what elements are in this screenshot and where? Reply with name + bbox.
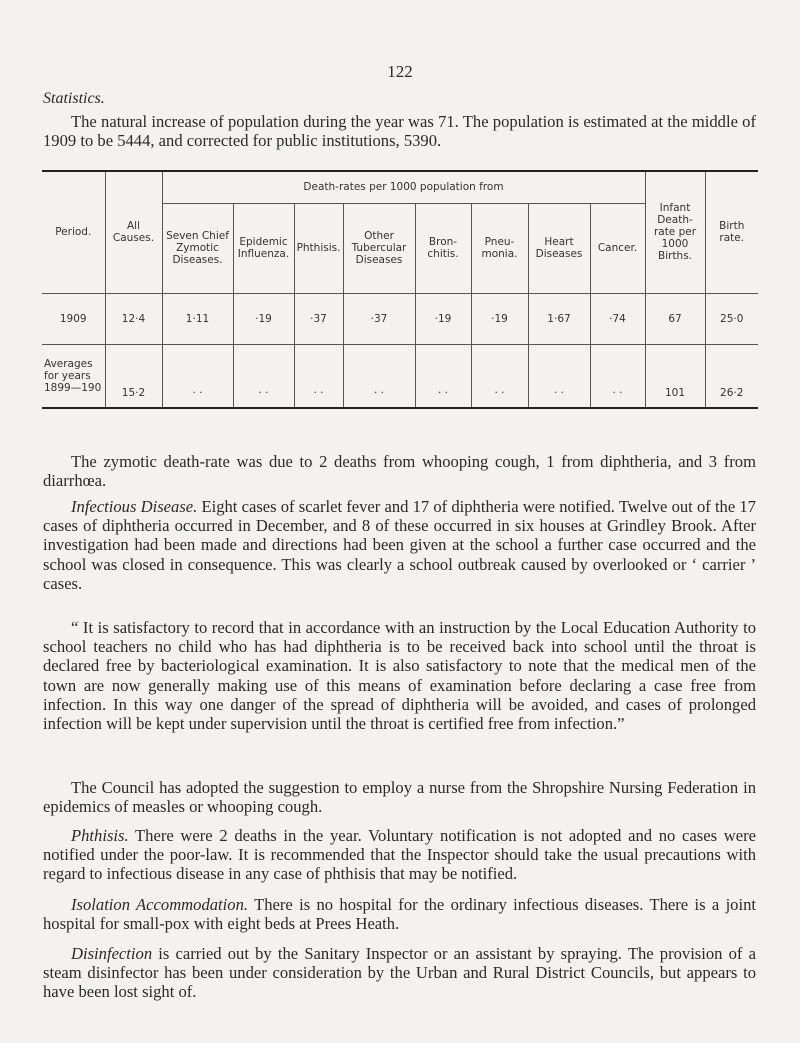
cell-heart: 1·67 bbox=[528, 293, 590, 344]
column-header-zymotic: Seven Chief Zymotic Diseases. bbox=[162, 203, 233, 293]
column-header-cancer: Cancer. bbox=[590, 203, 645, 293]
phthisis-paragraph bbox=[43, 826, 756, 884]
infectious-disease-paragraph bbox=[43, 497, 756, 593]
cell-influenza: · · bbox=[233, 344, 294, 408]
disinfection-body: is carried out by the Sanitary Inspector or an assistant by spraying. The provision of a steam disinfector has been under consideration by the Urban and Rural District Councils, but appears to have been lost sight of. bbox=[43, 944, 756, 1002]
cell-period bbox=[42, 344, 105, 408]
cell-phthisis: · · bbox=[294, 344, 343, 408]
disinfection-paragraph bbox=[43, 944, 756, 1002]
cell-heart: · · bbox=[528, 344, 590, 408]
disinfection-title: Disinfection bbox=[71, 944, 153, 963]
cell-period: 1909 bbox=[42, 293, 105, 344]
period-line: 1899—190 bbox=[44, 381, 102, 394]
council-paragraph: The Council has adopted the suggestion to employ a nurse from the Shropshire Nursing Federation in epidemics of measles or whooping cough. bbox=[43, 778, 756, 817]
infectious-disease-body: Eight cases of scarlet fever and 17 of diphtheria were notified. Twelve out of the 17 cases of diphtheria occurred in December, and 8 of these occurred in six houses at Grindley Brook. After investigation had been made and directions had been given at the school a further case occurred and the school was closed in consequence. This was clearly a school outbreak caused by overlooked or ‘ carrier ’ cases. bbox=[43, 497, 756, 593]
cell-zymotic: · · bbox=[162, 344, 233, 408]
cell-infant: 67 bbox=[645, 293, 705, 344]
column-header-infant-death-rate: Infant Death- rate per 1000 Births. bbox=[645, 171, 705, 293]
column-header-period: Period. bbox=[42, 171, 105, 293]
statistics-table bbox=[42, 170, 758, 409]
column-header-heart: Heart Diseases bbox=[528, 203, 590, 293]
statistics-table-wrapper bbox=[42, 170, 758, 409]
cell-tubercular: ·37 bbox=[343, 293, 415, 344]
column-header-tubercular: Other Tubercular Diseases bbox=[343, 203, 415, 293]
column-header-birth-rate: Birth rate. bbox=[705, 171, 758, 293]
cell-phthisis: ·37 bbox=[294, 293, 343, 344]
cell-birth: 25·0 bbox=[705, 293, 758, 344]
phthisis-body: There were 2 deaths in the year. Voluntary notification is not adopted and no cases were notified under the poor-law. It is recommended that the Inspector should take the usual precautions with regard to infectious disease in any case of phthisis that may be notified. bbox=[43, 826, 756, 884]
cell-bronchitis: ·19 bbox=[415, 293, 471, 344]
cell-zymotic: 1·11 bbox=[162, 293, 233, 344]
phthisis-title: Phthisis. bbox=[71, 826, 129, 845]
isolation-body: There is no hospital for the ordinary infectious diseases. There is a joint hospital for small-pox with eight beds at Prees Heath. bbox=[43, 895, 756, 934]
isolation-paragraph bbox=[43, 895, 756, 933]
infectious-disease-title: Infectious Disease. bbox=[71, 497, 198, 516]
column-header-influenza: Epidemic Influenza. bbox=[233, 203, 294, 293]
cell-birth: 26·2 bbox=[705, 344, 758, 408]
section-heading: Statistics. bbox=[43, 90, 105, 107]
zymotic-paragraph: The zymotic death-rate was due to 2 deaths from whooping cough, 1 from diphtheria, and 3 from diarrhœa. bbox=[43, 452, 756, 491]
cell-all-causes: 15·2 bbox=[105, 344, 162, 408]
cell-pneumonia: ·19 bbox=[471, 293, 528, 344]
cell-tubercular: · · bbox=[343, 344, 415, 408]
cell-pneumonia: · · bbox=[471, 344, 528, 408]
cell-cancer: ·74 bbox=[590, 293, 645, 344]
column-header-all-causes: All Causes. bbox=[105, 171, 162, 293]
column-header-phthisis: Phthisis. bbox=[294, 203, 343, 293]
column-header-bronchitis: Bron- chitis. bbox=[415, 203, 471, 293]
page-number: 122 bbox=[387, 62, 413, 81]
cell-cancer: · · bbox=[590, 344, 645, 408]
column-header-pneumonia: Pneu- monia. bbox=[471, 203, 528, 293]
quote-paragraph: “ It is satisfactory to record that in accordance with an instruction by the Local Education Authority to school teachers no child who has had diphtheria is to be received back into school until the throat is declared free by bacteriological examination. It is also satisfactory to note that the medical men of the town are now generally making use of this means of examination before declaring a case free from infection. In this way one danger of the spread of diphtheria will be avoided, and cases of prolonged infection will be kept under supervision until the throat is certified free from infection.” bbox=[43, 618, 756, 734]
intro-paragraph: The natural increase of population during the year was 71. The population is estimated at the middle of 1909 to be 5444, and corrected for public institutions, 5390. bbox=[43, 112, 756, 150]
period-line: for years bbox=[44, 369, 91, 382]
period-line: Averages bbox=[44, 357, 93, 370]
group-header-death-rates: Death-rates per 1000 population from bbox=[162, 171, 645, 203]
cell-bronchitis: · · bbox=[415, 344, 471, 408]
isolation-title: Isolation Accommodation. bbox=[71, 895, 249, 914]
table-row bbox=[42, 344, 758, 408]
table-row bbox=[42, 293, 758, 344]
cell-influenza: ·19 bbox=[233, 293, 294, 344]
cell-all-causes: 12·4 bbox=[105, 293, 162, 344]
cell-infant: 101 bbox=[645, 344, 705, 408]
